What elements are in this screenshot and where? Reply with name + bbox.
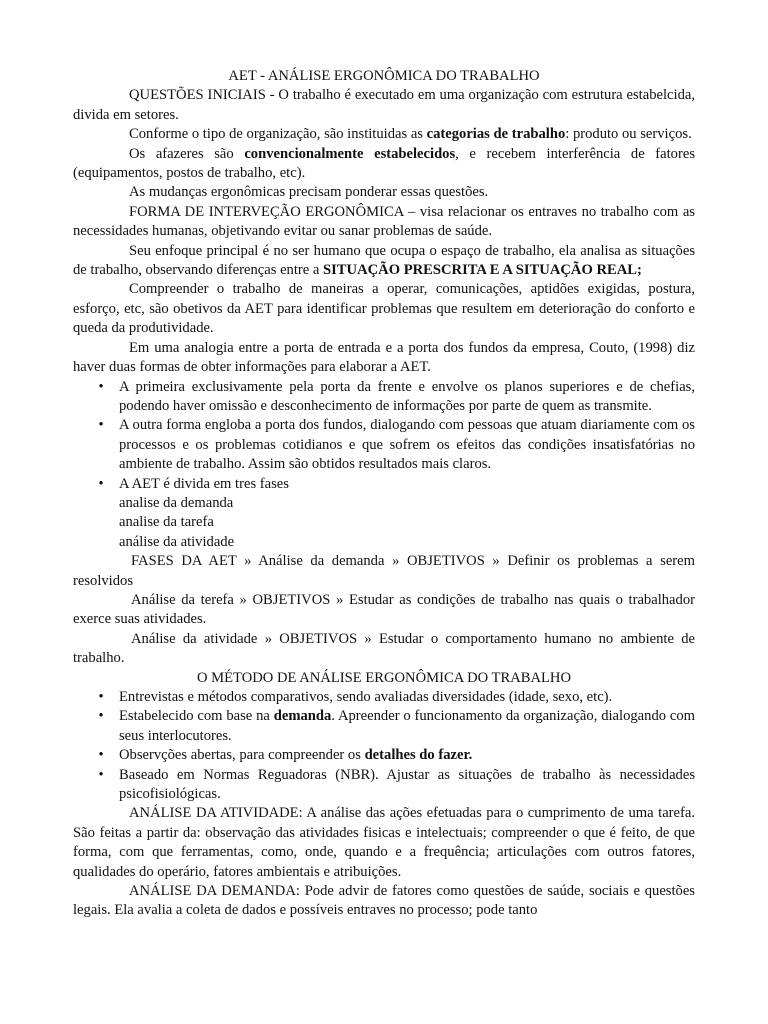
- list-item-text: [119, 747, 472, 763]
- bullet-icon: •: [98, 766, 104, 783]
- paragraph-enfoque: [73, 242, 695, 281]
- bold-run: detalhes do fazer.: [364, 747, 473, 764]
- paragraph-fases-atividade: Análise da atividade » OBJETIVOS » Estudar o comportamento humano no ambiente de trabalho.: [73, 630, 695, 667]
- paragraph-categorias: [73, 125, 695, 144]
- bold-run: convencionalmente estabelecidos: [244, 145, 456, 162]
- bullet-icon: •: [98, 689, 104, 705]
- bullet-icon: •: [98, 475, 104, 492]
- paragraph-forma-intervencao: FORMA DE INTERVEÇÃO ERGONÔMICA – visa relacionar os entraves no trabalho com as necessidades humanas, objetivando evitar ou sanar problemas de saúde.: [73, 203, 695, 240]
- bold-run: demanda: [273, 708, 332, 725]
- bullet-list-metodo: [73, 688, 695, 804]
- bullet-icon: •: [98, 417, 104, 434]
- paragraph-questoes-iniciais: QUESTÕES INICIAIS - O trabalho é executado em uma organização com estrutura estabelcida, divida em setores.: [73, 87, 695, 123]
- document-body: [73, 67, 695, 921]
- bullet-icon: •: [98, 378, 104, 395]
- sub-item-tarefa: analise da tarefa: [119, 514, 214, 531]
- list-item: [73, 707, 695, 746]
- list-item-text: Baseado em Normas Reguadoras (NBR). Ajustar as situações de trabalho às necessidades psicofisiológicas.: [119, 766, 695, 803]
- list-item: [73, 766, 695, 805]
- bullet-list-formas: [73, 378, 695, 494]
- paragraph-fases-demanda: FASES DA AET » Análise da demanda » OBJETIVOS » Definir os problemas a serem resolvidos: [73, 553, 695, 589]
- sub-item-demanda: analise da demanda: [119, 494, 234, 511]
- text-run: . Apreender o funcionamento da organização, dialogando com seus interlocutores.: [119, 708, 695, 744]
- paragraph-fases-tarefa: Análise da terefa » OBJETIVOS » Estudar as condições de trabalho nas quais o trabalhador exerce suas atividades.: [73, 591, 695, 628]
- paragraph-analise-demanda: ANÁLISE DA DEMANDA: Pode advir de fatores como questões de saúde, sociais e questões legais. Ela avalia a coleta de dados e possíveis entraves no processo; pode tanto: [73, 883, 695, 919]
- list-item: [73, 416, 695, 474]
- text-run: Estabelecido com base na: [119, 708, 274, 725]
- sub-item-atividade: análise da atividade: [119, 533, 235, 550]
- paragraph-mudancas: As mudanças ergonômicas precisam ponderar essas questões.: [129, 184, 489, 201]
- list-item-text: [119, 708, 695, 743]
- text-run: Observções abertas, para compreender os: [119, 747, 365, 764]
- list-item: [73, 475, 695, 494]
- text-run: : produto ou serviços.: [565, 126, 692, 143]
- list-item: [73, 688, 695, 707]
- paragraph-analogia: Em uma analogia entre a porta de entrada e a porta dos fundos da empresa, Couto, (1998) diz haver duas formas de obter informações para elaborar a AET.: [73, 339, 695, 376]
- bold-run: SITUAÇÃO PRESCRITA E A SITUAÇÃO REAL;: [323, 262, 642, 279]
- paragraph-afazeres: [73, 145, 695, 184]
- bold-run: categorias de trabalho: [426, 126, 566, 143]
- list-item: [73, 378, 695, 417]
- text-run: Seu enfoque principal é no ser humano que ocupa o espaço de trabalho, ela analisa as situações de trabalho, observando diferenças entre a: [73, 242, 695, 279]
- bullet-icon: •: [98, 747, 104, 764]
- bullet-icon: •: [98, 708, 104, 725]
- page-title: AET - ANÁLISE ERGONÔMICA DO TRABALHO: [228, 68, 540, 84]
- list-item: [73, 746, 695, 765]
- section-title-metodo: O MÉTODO DE ANÁLISE ERGONÔMICA DO TRABALHO: [196, 669, 572, 686]
- list-item-text: Entrevistas e métodos comparativos, sendo avaliadas diversidades (idade, sexo, etc).: [119, 689, 613, 705]
- text-run: Conforme o tipo de organização, são instituidas as: [129, 126, 427, 143]
- paragraph-compreender: Compreender o trabalho de maneiras a operar, comunicações, aptidões exigidas, postura, esforço, etc, são obetivos da AET para identificar problemas que resultem em deterioração do conforto e queda da produtividade.: [73, 281, 695, 337]
- list-item-text: A outra forma engloba a porta dos fundos, dialogando com pessoas que atuam diariamente com os processos e os problemas cotidianos e que sofrem os efeitos das condições insatisfatórias no ambiente de trabalho. Assim são obtidos resultados mais claros.: [119, 417, 695, 473]
- text-run: Os afazeres são: [129, 145, 245, 162]
- list-item-text: A primeira exclusivamente pela porta da frente e envolve os planos superiores e de chefias, podendo haver omissão e desconhecimento de informações por parte de quem as transmite.: [119, 378, 695, 414]
- text-run: , e recebem interferência de fatores (equipamentos, postos de trabalho, etc).: [73, 145, 695, 182]
- list-item-text: A AET é divida em tres fases: [119, 475, 289, 492]
- paragraph-analise-atividade: ANÁLISE DA ATIVIDADE: A análise das ações efetuadas para o cumprimento de uma tarefa. São feitas a partir da: observação das atividades fisicas e intelectuais; compreender o que é feito, de que forma, com que ferramentas, como, onde, quando e a frequência; articulações com outros fatores, qualidades do operário, fatores ambientais e atribuições.: [73, 805, 695, 880]
